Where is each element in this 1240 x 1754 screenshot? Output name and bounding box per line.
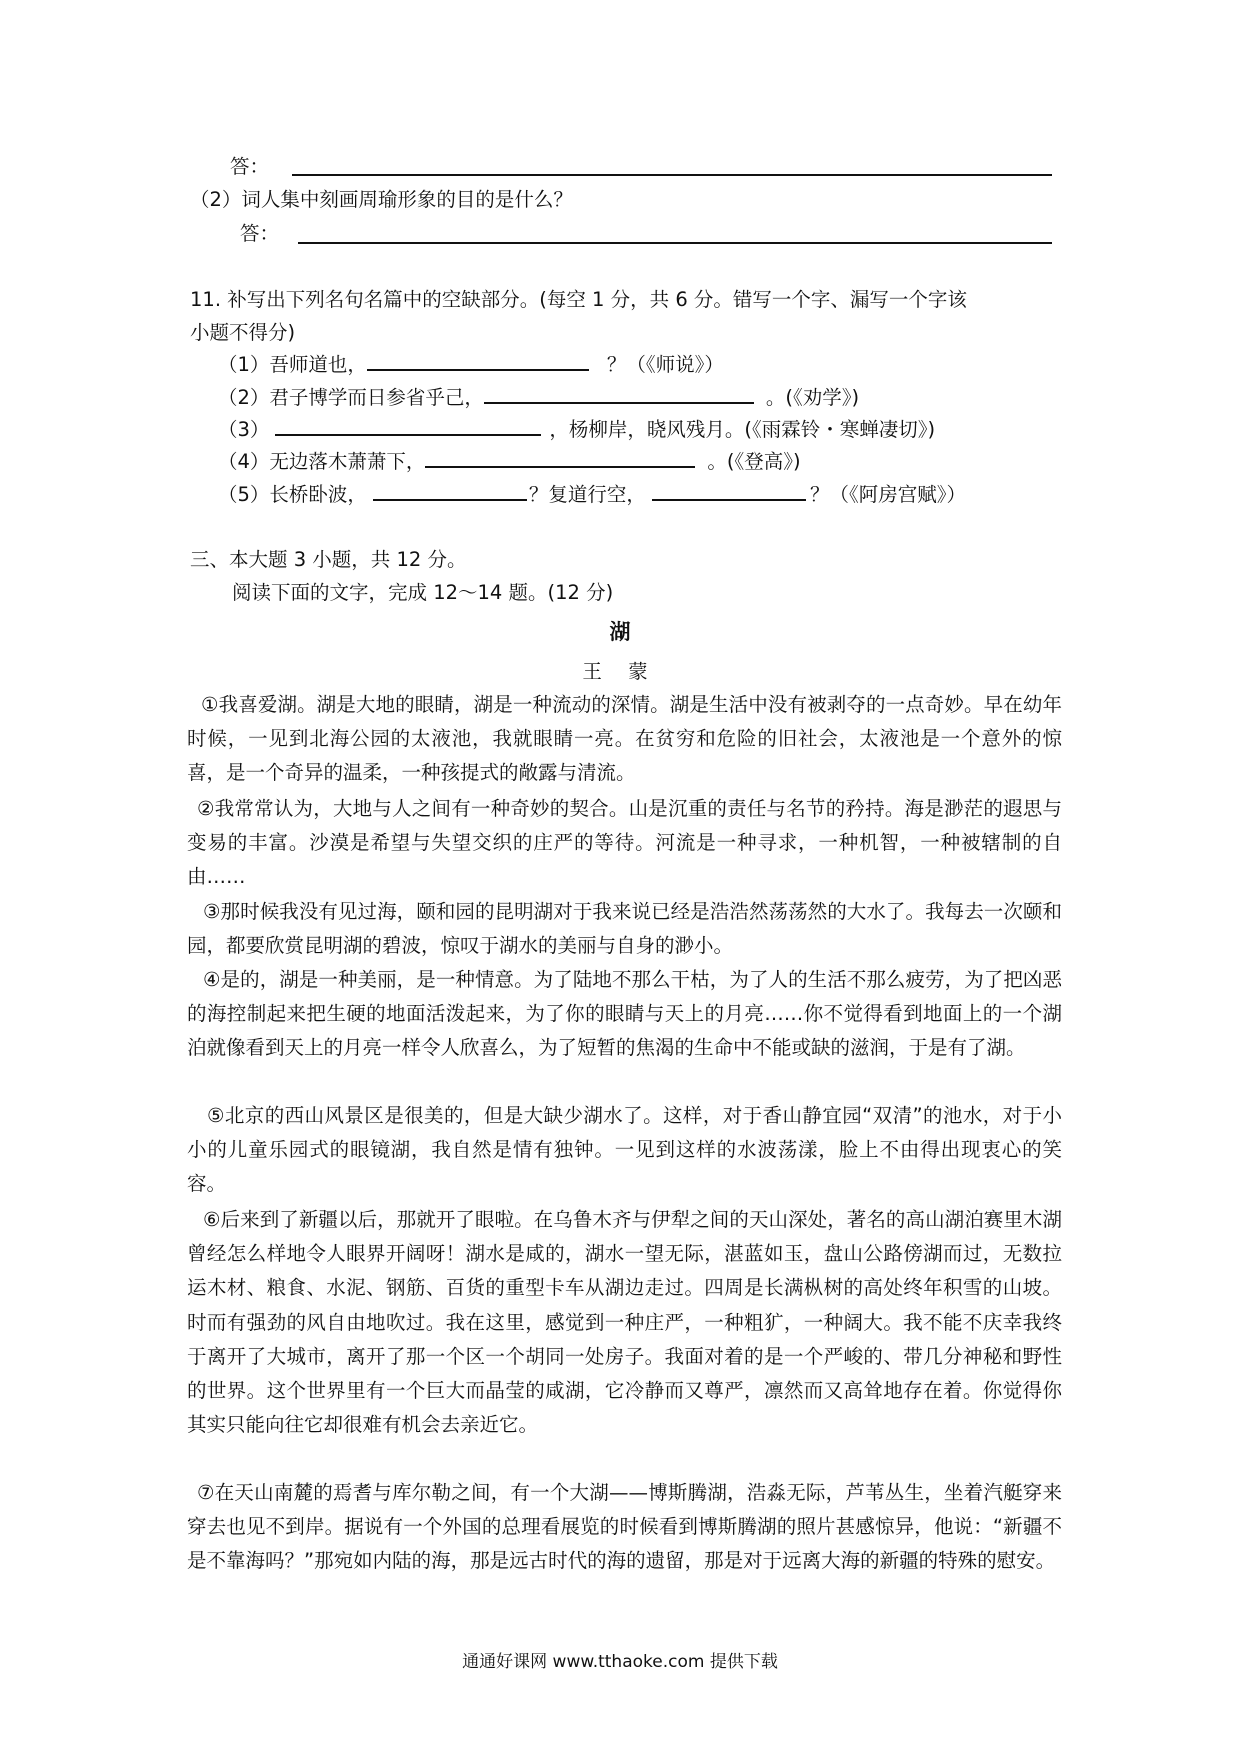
answer-label: 答： bbox=[240, 222, 280, 245]
fill-item-1 bbox=[218, 355, 724, 375]
page-footer: 通通好课网 www.tthaoke.com 提供下载 bbox=[462, 1652, 778, 1672]
fill-prefix: （2）君子博学而日参省乎己， bbox=[218, 386, 484, 409]
fill-item-2 bbox=[218, 388, 859, 408]
article-paragraph-6: ⑥后来到了新疆以后，那就开了眼啦。在乌鲁木齐与伊犁之间的天山深处，著名的高山湖泊赛里木湖曾经怎么样地令人眼界开阔呀！湖水是咸的，湖水一望无际，湛蓝如玉，盘山公路傍湖而过，无数拉运木材、粮食、水泥、钢筋、百货的重型卡车从湖边走过。四周是长满枞树的高处终年积雪的山坡。时而有强劲的风自由地吹过。我在这里，感觉到一种庄严，一种粗犷，一种阔大。我不能不庆幸我终于离开了大城市，离开了那一个区一个胡同一处房子。我面对着的是一个严峻的、带几分神秘和野性的世界。这个世界里有一个巨大而晶莹的咸湖，它冷静而又尊严，凛然而又高耸地存在着。你觉得你其实只能向往它却很难有机会去亲近它。 bbox=[187, 1208, 1062, 1437]
fill-suffix: ，杨柳岸，晓风残月。(《雨霖铃・寒蝉凄切》) bbox=[549, 418, 936, 441]
fill-mid: ？复道行空， bbox=[528, 483, 646, 506]
fill-blank[interactable] bbox=[484, 401, 754, 404]
fill-item-5 bbox=[218, 485, 966, 505]
fill-blank[interactable] bbox=[425, 465, 695, 468]
answer-line[interactable] bbox=[298, 242, 1052, 244]
answer-line[interactable] bbox=[292, 174, 1052, 176]
article-paragraph-5: ⑤北京的西山风景区是很美的，但是大缺少湖水了。这样，对于香山静宜园“双清”的池水，对于小小的儿童乐园式的眼镜湖，我自然是情有独钟。一见到这样的水波荡漾，脸上不由得出现衷心的笑容。 bbox=[187, 1104, 1062, 1196]
section-header: 三、本大题 3 小题，共 12 分。 bbox=[190, 548, 467, 571]
article-title: 湖 bbox=[609, 620, 631, 644]
article-paragraph-2: ②我常常认为，大地与人之间有一种奇妙的契合。山是沉重的责任与名节的矜持。海是渺茫的遐思与变易的丰富。沙漠是希望与失望交织的庄严的等待。河流是一种寻求，一种机智，一种被辖制的自由…… bbox=[187, 797, 1062, 889]
article-paragraph-1: ①我喜爱湖。湖是大地的眼睛，湖是一种流动的深情。湖是生活中没有被剥夺的一点奇妙。早在幼年时候，一见到北海公园的太液池，我就眼睛一亮。在贫穷和危险的旧社会，太液池是一个意外的惊喜，是一个奇异的温柔，一种孩提式的敞露与清流。 bbox=[187, 693, 1062, 785]
fill-suffix: 。(《劝学》) bbox=[765, 386, 860, 409]
fill-blank[interactable] bbox=[275, 433, 541, 436]
fill-suffix: ？（《阿房宫赋》） bbox=[809, 483, 966, 506]
article-paragraph-3: ③那时候我没有见过海，颐和园的昆明湖对于我来说已经是浩浩然荡荡然的大水了。我每去一次颐和园，都要欣赏昆明湖的碧波，惊叹于湖水的美丽与自身的渺小。 bbox=[187, 900, 1062, 958]
fill-item-4 bbox=[218, 452, 801, 472]
fill-suffix: ？（《师说》） bbox=[606, 353, 724, 376]
question-11-header-cont: 小题不得分) bbox=[190, 321, 296, 344]
fill-prefix: （4）无边落木萧萧下， bbox=[218, 450, 426, 473]
fill-blank[interactable] bbox=[367, 368, 589, 371]
article-paragraph-7: ⑦在天山南麓的焉耆与库尔勒之间，有一个大湖——博斯腾湖，浩淼无际，芦苇丛生，坐着汽艇穿来穿去也见不到岸。据说有一个外国的总理看展览的时候看到博斯腾湖的照片甚感惊异，他说：“新疆不是不靠海吗？”那宛如内陆的海，那是远古时代的海的遗留，那是对于远离大海的新疆的特殊的慰安。 bbox=[187, 1481, 1062, 1573]
answer-label: 答： bbox=[230, 155, 270, 178]
fill-blank[interactable] bbox=[373, 498, 527, 501]
article-paragraph-4: ④是的，湖是一种美丽，是一种情意。为了陆地不那么干枯，为了人的生活不那么疲劳，为了把凶恶的海控制起来把生硬的地面活泼起来，为了你的眼睛与天上的月亮……你不觉得看到地面上的一个湖泊就像看到天上的月亮一样令人欣喜么，为了短暂的焦渴的生命中不能或缺的滋润，于是有了湖。 bbox=[187, 968, 1062, 1060]
fill-item-3 bbox=[218, 420, 935, 440]
fill-suffix: 。(《登高》) bbox=[707, 450, 801, 473]
section-instruction: 阅读下面的文字，完成 12～14 题。(12 分) bbox=[232, 581, 614, 604]
fill-prefix: （1）吾师道也， bbox=[218, 353, 367, 376]
fill-prefix: （3） bbox=[218, 418, 270, 441]
article-author: 王 蒙 bbox=[582, 660, 658, 683]
fill-prefix: （5）长桥卧波， bbox=[218, 483, 367, 506]
fill-blank[interactable] bbox=[652, 498, 806, 501]
question-11-header: 11. 补写出下列名句名篇中的空缺部分。(每空 1 分，共 6 分。错写一个字、漏写一个字该 bbox=[190, 288, 967, 311]
question-sub-2: （2）词人集中刻画周瑜形象的目的是什么？ bbox=[190, 188, 573, 211]
